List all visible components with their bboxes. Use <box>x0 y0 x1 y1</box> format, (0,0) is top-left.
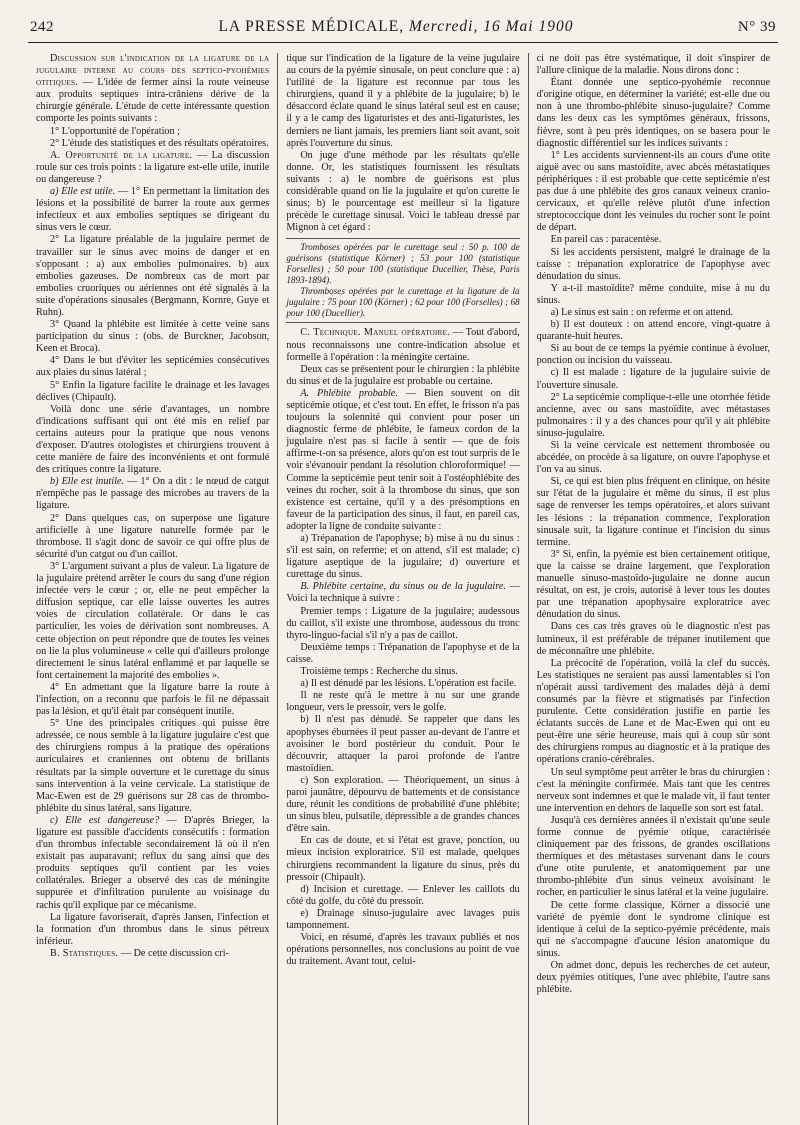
paragraph <box>286 581 519 605</box>
issue-date: Mercredi, 16 Mai 1900 <box>408 18 574 35</box>
paragraph-text: — 1° On a dit : le nœud de catgut n'empêche pas le passage des microbes au travers de la ligature. <box>36 476 270 512</box>
column-left <box>28 53 277 1125</box>
paragraph: 4° Dans le but d'éviter les septicémies consécutives aux plaies du sinus latéral ; <box>36 355 270 379</box>
paragraph: Jusqu'à ces dernières années il n'existait qu'une seule forme connue de pyémie otique, caractérisée cliniquement par des frissons, de grandes oscillations thermiques et des métastases survenant dans le cours d'une otite purulente, et anatomiquement par une thrombo-phlébite d'un sinus veineux avoisinant le rocher, en particulier le sinus latéral et la veine jugulaire. <box>536 814 770 899</box>
paragraph: b) Il est douteux : on attend encore, vingt-quatre à quarante-huit heures. <box>536 319 770 343</box>
article-columns <box>28 53 778 1125</box>
paragraph: a) Trépanation de l'apophyse; b) mise à nu du sinus : s'il est sain, on referme; et on attend, s'il est malade; c) ligature aseptique de la jugulaire; d) ouverture et curettage du sinus. <box>286 533 520 581</box>
paragraph: 2° La septicémie complique-t-elle une otorrhée fétide ancienne, avec ou sans mastoïdite, avec métastases pulmonaires : il y a des chances pour qu'il y ait phlébite sinuso-jugulaire. <box>536 391 770 439</box>
paragraph: d) Incision et curettage. — Enlever les caillots du côté du golfe, du côté du pressoir. <box>286 883 520 907</box>
paragraph: Un seul symptôme peut arrêter le bras du chirurgien : c'est la méningite confirmée. Mais tant que les centres nerveux sont indemnes et que le malade vit, il faut tenter une intervention en dehors de laquelle son sort est fatal. <box>536 766 770 814</box>
paragraph: La précocité de l'opération, voilà la clef du succès. Les statistiques ne seraient pas aussi lamentables si l'on n'opérait aussi tardivement des malades déjà à demi consumés par la fièvre et stigmatisés par l'infection purulente. Cette considération justifie en partie les éclatants succès de Lane et de Mac-Ewen qui ont eu peut-être une série heureuse, mais qui à coup sûr sont des chirurgiens rompus au diagnostic et à la pratique des opérations cranio-cérébrales. <box>536 657 770 766</box>
journal-name: LA PRESSE MÉDICALE, <box>218 18 405 35</box>
paragraph: 1° Les accidents surviennent-ils au cours d'une otite aiguë avec ou sans mastoïdite, avec abcès métastatiques périphériques : il est probable que cette septicémie n'est pas due à une phlébite des gros canaux veineux cranio-cervicaux, et qu'elle relève plutôt d'une infection streptococcique dont les veinules du rocher sont le point de départ. <box>536 149 770 234</box>
paragraph: c) Son exploration. — Théoriquement, un sinus à paroi jaunâtre, dépourvu de battements et de consistance dure, réunit les conditions de probabilité d'une phlébite; un sinus bleu, pulsatile, dépressible a de grandes chances d'être sain. <box>286 774 520 835</box>
issue-number: N° 39 <box>737 19 776 35</box>
paragraph <box>286 388 519 533</box>
paragraph: Si au bout de ce temps la pyémie continue à évoluer, ponction ou incision du vaisseau. <box>536 343 770 367</box>
paragraph: En pareil cas : paracentèse. <box>550 234 662 246</box>
paragraph-text: — La discussion roule sur ces trois points : la ligature est-elle utile, inutile ou dangereuse ? <box>36 149 270 185</box>
paragraph: De cette forme classique, Körner a dissocié une variété de pyémie dont le syndrome clinique est identique à celui de la septico-pyémie précédente, mais qui ne s'accompagne d'aucune lésion anatomique du sinus. <box>536 899 770 959</box>
statistics-row: Tromboses opérées par le curettage seul : 50 p. 100 de guérisons (statistique Körner) ; 53 pour 100 (statistique Forselles) ; 50 pour 100 (statistique Ducellier, Thèse, Paris 1893-1894). <box>286 242 520 286</box>
paragraph: 2° Dans quelques cas, on superpose une ligature artificielle à une ligature naturelle formée par le thrombose. Il s'agit donc de savoir ce qui offre plus de sécurité d'un catgut ou d'un caillot. <box>36 512 270 560</box>
paragraph: Voilà donc une série d'avantages, un nombre d'indications suffisant qui ont été mis en relief par certains auteurs pour la pratique que nous venons d'exposer. D'autres otologistes et chirurgiens trouvent à cette manière de faire des inconvénients et ont formulé des critiques contre la ligature. <box>36 403 270 476</box>
paragraph-text: — Tout d'abord, nous reconnaissons une contre-indication absolue et formelle à l'opération : la méningite certaine. <box>286 327 520 363</box>
paragraph: 5° Enfin la ligature facilite le drainage et les lavages déclives (Chipault). <box>36 379 270 403</box>
paragraph: Il ne reste qu'à le mettre à nu sur une grande longueur, vers le pressoir, vers le golfe. <box>286 690 520 714</box>
paragraph <box>36 53 269 126</box>
paragraph: La ligature favoriserait, d'après Jansen, l'infection et la formation d'un thrombus dans le sinus pétreux inférieur. <box>36 911 270 947</box>
section-heading: Discussion sur l'indication de la ligature de la jugulaire interne au cours des septico-pyohémies otitiques. <box>36 53 270 89</box>
paragraph-text: — 1° En permettant la limitation des lésions et la possibilité de barrer la route aux germes infectieux et aux embolies septiques se dirigeant du sinus vers le cœur. <box>36 186 270 234</box>
section-heading: C. Technique. Manuel opératoire. <box>300 327 451 339</box>
paragraph: 2° La ligature préalable de la jugulaire permet de travailler sur le sinus avec moins de danger et en s'opposant : a) aux embolies pulmonaires. b) aux embolies gazeuses. De nombreux cas de mort par embolies cruoriques ou aériennes ont été signalés à la suite d'opérations sinusales (Bergmann, Kornre, Guye et Ruhn). <box>36 234 270 318</box>
paragraph <box>36 150 269 186</box>
paragraph: ci ne doit pas être systématique, il doit s'inspirer de l'allure clinique de la maladie. Nous dirons donc : <box>536 53 770 77</box>
paragraph: En cas de doute, et si l'état est grave, ponction, ou mieux incision exploratrice. S'il est malade, quelques chirurgiens recommandent la ligature du sinus, près du pressoir (Chipault). <box>286 835 520 883</box>
paragraph: e) Drainage sinuso-jugulaire avec lavages puis tamponnement. <box>286 907 520 931</box>
paragraph: 3° Quand la phlébite est limitée à cette veine sans participation du sinus : (obs. de Burckner, Jacobson, Keen et Broca). <box>36 319 270 355</box>
paragraph: b) Il n'est pas dénudé. Se rappeler que dans les apophyses éburnées il peut passer au-devant de l'antre et avoisiner le bord postérieur du conduit. Pour le découvrir, attaquer la paroi profonde de l'antre mastoïdien. <box>286 714 520 774</box>
paragraph <box>36 815 269 912</box>
page-number: 242 <box>30 19 54 35</box>
header-rule <box>28 42 778 43</box>
paragraph: On juge d'une méthode par les résultats qu'elle donne. Or, les statistiques fournissent les résultats suivants : a) le nombre de guérisons est plus considérable quand on lie la jugulaire et qu'on curette le sinus; b) le pourcentage est meilleur si la ligature précède le curettage sinusal. Voici le tableau dressé par Mignon à cet égard : <box>286 149 520 234</box>
paragraph <box>286 327 519 363</box>
paragraph-text: — Voici la technique à suivre : <box>286 581 520 605</box>
section-heading: B. Statistiques. <box>50 947 119 959</box>
paragraph <box>36 948 269 960</box>
section-heading: A. Opportunité de la ligature. <box>50 149 193 161</box>
paragraph-text: — D'après Brieger, la ligature est passible d'accidents consécutifs : formation d'un thrombus infectable secondairement là où il n'en existait pas auparavant; reflux du sang ainsi que des produits septiques qu'il contient par les voies collatérales. Brieger a observé des cas de méningite suppurée et d'infiltration purulente au voisinage du rachis qu'il explique par ce mécanisme. <box>36 814 270 911</box>
paragraph: Voici, en résumé, d'après les travaux publiés et nos opérations personnelles, nos conclusions au point de vue du traitement. Avant tout, celui- <box>286 932 520 968</box>
paragraph: a) Il est dénudé par les lésions. L'opération est facile. <box>300 678 517 690</box>
page-header <box>28 14 778 36</box>
paragraph: 3° L'argument suivant a plus de valeur. La ligature de la jugulaire prétend arrêter le cours du sang d'une région infectée vers le cœur ; or, elle ne peut empêcher la diffusion septique, car elle laisse ouvertes les autres voies de circulation collatérale. Or dans le cas particulier, les voies de dérivation sont nombreuses. A cette objection on peut répondre que de toutes les veines on lie la plus volumineuse « celle qui d'ailleurs prolonge directement le sinus latéral enflammé et par laquelle se font certainement la majorité des embolies ». <box>36 560 270 681</box>
paragraph: a) Le sinus est sain : on referme et on attend. <box>550 306 734 318</box>
paragraph-text: — De cette discussion cri- <box>120 947 229 959</box>
paragraph: Troisième temps : Recherche du sinus. <box>300 666 458 678</box>
paragraph: Si la veine cervicale est nettement thrombosée ou abcédée, on procède à sa ligature, on ouvre l'apophyse et l'on va au sinus. <box>536 440 770 476</box>
paragraph: c) Il est malade : ligature de la jugulaire suivie de l'ouverture sinusale. <box>536 367 770 391</box>
paragraph: 3° Si, enfin, la pyémie est bien certainement otitique, que la caisse se draine largement, que l'exploration manuelle sinuso-mastoïdo-jugulaire ne donne aucun résultat, on est, je crois, autorisé à lever tous les doutes par une trépanation apophysaire exploratrice avec dénudation du sinus. <box>536 548 770 621</box>
paragraph: 1° L'opportunité de l'opération ; <box>50 125 180 137</box>
subheading: a) Elle est utile. <box>50 186 116 198</box>
statistics-row: Thromboses opérées par le curettage et la ligature de la jugulaire : 75 pour 100 (Körner) ; 62 pour 100 (Forselles) ; 68 pour 100 (Ducellier). <box>286 286 520 319</box>
paragraph-text: — Bien souvent on dit septicémie otique, et c'est tout. En effet, le frisson n'a pas toujours la solennité qui convient pour poser un diagnostic ferme de phlébite, le fameux cordon de la jugulaire n'est pas si facile à sentir — que de fois affirme-t-on sa présence, alors qu'on est tout surpris de le voir s'évanouir pendant la résolution chloroformique! — Comme la septicémie peut tenir soit à l'ostéophlébite des veines du rocher, soit à la thrombose du sinus, que son existence est certaine, qu'il y a des présomptions en faveur de la participation des sinus, il faut, en pareil cas, adopter la ligne de conduite suivante : <box>286 387 520 532</box>
paragraph-text: — L'idée de fermer ainsi la route veineuse aux produits septiques intra-crâniens dérive de la chirurgie générale. L'étude de cette intéressante question comporte les points suivants : <box>36 77 270 125</box>
subheading: B. Phlébite certaine, du sinus ou de la jugulaire. <box>300 581 506 593</box>
paragraph: Y a-t-il mastoïdite? même conduite, mise à nu du sinus. <box>536 282 770 306</box>
paragraph: Si les accidents persistent, malgré le drainage de la caisse : trépanation exploratrice de l'apophyse avec dénudation du sinus. <box>536 246 770 282</box>
paragraph: Si, ce qui est bien plus fréquent en clinique, on hésite sur l'état de la jugulaire et même du sinus, il est plus sage de renverser les temps opératoires, et alors suivant les lésions : la trépanation commence, l'exploration sinusale suit, la ligature continue et l'incision du sinus termine. <box>536 476 770 548</box>
paragraph: 5° Une des principales critiques qui puisse être adressée, ce nous semble à la ligature jugulaire c'est que des chirurgiens rompus à la pratique des opérations auriculaires et craniennes ont obtenu de brillants résultats par la simple ouverture et le curettage du sinus sans intervention à la veine cervicale. La statistique de Mac-Ewen est de 29 guérisons sur 28 cas de thrombo-phlébite du sinus latéral, sans ligature. <box>36 718 270 814</box>
journal-title <box>218 18 573 36</box>
paragraph: Étant donnée une septico-pyohémie reconnue d'origine otique, en déterminer la variété; est-elle due ou non à une thrombo-phlébite sinuso-jugulaire? Comme dans les deux cas les symptômes généraux, frissons, fièvre, sont à peu près identiques, on se basera pour le diagnostic différentiel sur les indices suivants : <box>536 77 770 149</box>
paragraph: On admet donc, depuis les recherches de cet auteur, deux pyémies otitiques, l'une avec phlébite, l'autre sans phlébite. <box>536 960 770 996</box>
subheading: c) Elle est dangereuse? <box>50 814 160 826</box>
statistics-table <box>286 238 519 323</box>
column-right <box>528 53 778 1125</box>
paragraph: Dans ces cas très graves où le diagnostic n'est pas lumineux, il est préférable de trépaner inutilement que de méconnaître une phlébite. <box>536 621 770 657</box>
paragraph: Premier temps : Ligature de la jugulaire; audessous du caillot, s'il existe une thrombose, audessous du tronc thyro-linguo-facial s'il n'y a pas de caillot. <box>286 605 520 641</box>
paragraph <box>36 186 269 234</box>
paragraph: tique sur l'indication de la ligature de la veine jugulaire au cours de la pyémie sinusale, on peut conclure que : a) l'utilité de la ligature est reconnue par tous les chirurgiens, quand il y a phlébite de la jugulaire; b) le désaccord éclate quand le sinus latéral seul est en cause; il y a le camp des ligaturistes et des anti-ligaturistes, les derniers ne liant jamais, les premiers liant soit avant, soit après l'ouverture du sinus. <box>286 53 520 149</box>
paragraph: Deuxième temps : Trépanation de l'apophyse et de la caisse. <box>286 641 520 665</box>
paragraph <box>36 476 269 512</box>
paragraph: 2° L'étude des statistiques et des résultats opératoires. <box>50 137 269 149</box>
paragraph: 4° En admettant que la ligature barre la route à l'infection, on a reconnu que parfois le fil ne dépassait pas la lésion, et qu'il était par conséquent inutile. <box>36 681 270 718</box>
column-middle <box>277 53 527 1125</box>
paragraph: Deux cas se présentent pour le chirurgien : la phlébite du sinus et de la jugulaire est probable ou certaine. <box>286 363 520 387</box>
subheading: b) Elle est inutile. <box>50 476 125 488</box>
subheading: A. Phlébite probable. <box>300 387 398 399</box>
